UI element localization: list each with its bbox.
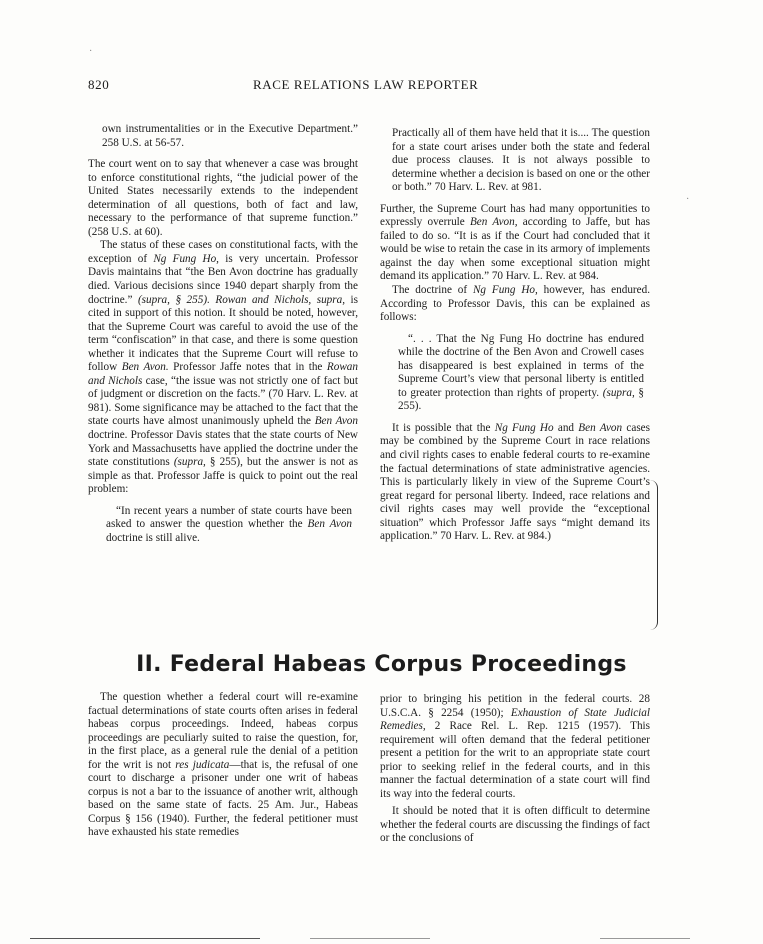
section-heading: II. Federal Habeas Corpus Proceedings (136, 652, 627, 677)
paragraph: The question whether a federal court will re-examine factual determinations of state courts often arises in federal habeas corpus proceedings. Indeed, habeas corpus proceedings are peculiarly suited to raise the question, for, in the first place, as a general rule the denial of a petition for the writ is not res judicata—that is, the refusal of one court to discharge a prisoner under one writ of habeas corpus is not a bar to the issuance of another writ, although based on the same state of facts. 25 Am. Jur., Habeas Corpus § 156 (1940). Further, the federal petitioner must have exhausted his state remedies (88, 691, 358, 839)
column-top-left (88, 123, 358, 545)
footer-rule (30, 938, 260, 939)
paragraph: It should be noted that it is often difficult to determine whether the federal courts are discussing the findings of fact or the conclusions of (380, 805, 650, 845)
margin-bracket (649, 480, 658, 630)
paragraph: Further, the Supreme Court has had many opportunities to expressly overrule Ben Avon, according to Jaffe, but has failed to do so. “It is as if the Court had concluded that it would be wise to retain the case in its armory of implements against the day when some exceptional situation might demand its application.” 70 Harv. L. Rev. at 984. (380, 202, 650, 283)
page-number: 820 (88, 77, 110, 92)
paragraph: prior to bringing his petition in the federal courts. 28 U.S.C.A. § 2254 (1950); Exhaustion of State Judicial Remedies, 2 Race Rel. L. Rep. 1215 (1957). This requirement will often demand that the federal petitioner present a petition for the writ to an appropriate state court prior to seeking relief in the federal courts, and in this manner the factual determination of a state court will find its way into the federal courts. (380, 693, 650, 800)
block-quote: “. . . That the Ng Fung Ho doctrine has endured while the doctrine of the Ben Avon and Crowell cases has disappeared is best explained in terms of the Supreme Court’s view that personal liberty is entitled to greater protection than rights of property. (supra, § 255). (398, 332, 644, 413)
column-bottom-left (88, 691, 358, 840)
continued-paragraph: own instrumentalities or in the Executive Department.” 258 U.S. at 56-57. (102, 123, 358, 149)
paragraph: The court went on to say that whenever a case was brought to enforce constitutional rights, “the judicial power of the United States necessarily extends to the independent determination of all questions, both of fact and law, necessary to the performance of that supreme function.” (258 U.S. at 60). (88, 158, 358, 238)
running-header (88, 77, 648, 97)
footer-rule (600, 938, 690, 939)
running-title: RACE RELATIONS LAW REPORTER (253, 77, 479, 92)
paragraph: The doctrine of Ng Fung Ho, however, has endured. According to Professor Davis, this can be explained as follows: (380, 284, 650, 324)
bracketed-paragraph: It is possible that the Ng Fung Ho and Ben Avon cases may be combined by the Supreme Court in race relations and civil rights cases to enable federal courts to re-examine the factual determinations of state administrative agencies. This is particularly likely in view of the Supreme Court’s great regard for personal liberty. Indeed, race relations and civil rights cases may well provide the “exceptional situation” which Professor Jaffe says “might demand its application.” 70 Harv. L. Rev. at 984.) (380, 421, 650, 543)
column-top-right (380, 127, 650, 544)
continued-quote: Practically all of them have held that it is.... The question for a state court arises under both the state and federal due process clauses. It is not always possible to determine whether a decision is based on one or the other or both.” 70 Harv. L. Rev. at 981. (392, 127, 650, 194)
column-bottom-right (380, 693, 650, 846)
footer-rule (310, 938, 430, 939)
scan-speck: · (89, 46, 93, 57)
paragraph: The status of these cases on constitutional facts, with the exception of Ng Fung Ho, is very uncertain. Professor Davis maintains that “the Ben Avon doctrine has gradually died. Various decisions since 1940 depart sharply from the doctrine.” (supra, § 255). Rowan and Nichols, supra, is cited in support of this notion. It should be noted, however, that the Supreme Court was careful to avoid the use of the term “confiscation” in that case, and there is some question whether it indicates that the Supreme Court will refuse to follow Ben Avon. Professor Jaffe notes that in the Rowan and Nichols case, “the issue was not strictly one of fact but of judgment or discretion on the facts.” (70 Harv. L. Rev. at 981). Some significance may be attached to the fact that the state courts have almost unanimously upheld the Ben Avon doctrine. Professor Davis states that the state courts of New York and Massachusetts have applied the doctrine under the state constitutions (supra, § 255), but the answer is not as simple as that. Professor Jaffe is quick to point out the real problem: (88, 239, 359, 496)
scan-speck: · (686, 194, 690, 205)
block-quote: “In recent years a number of state courts have been asked to answer the question whether the Ben Avon doctrine is still alive. (106, 504, 353, 544)
